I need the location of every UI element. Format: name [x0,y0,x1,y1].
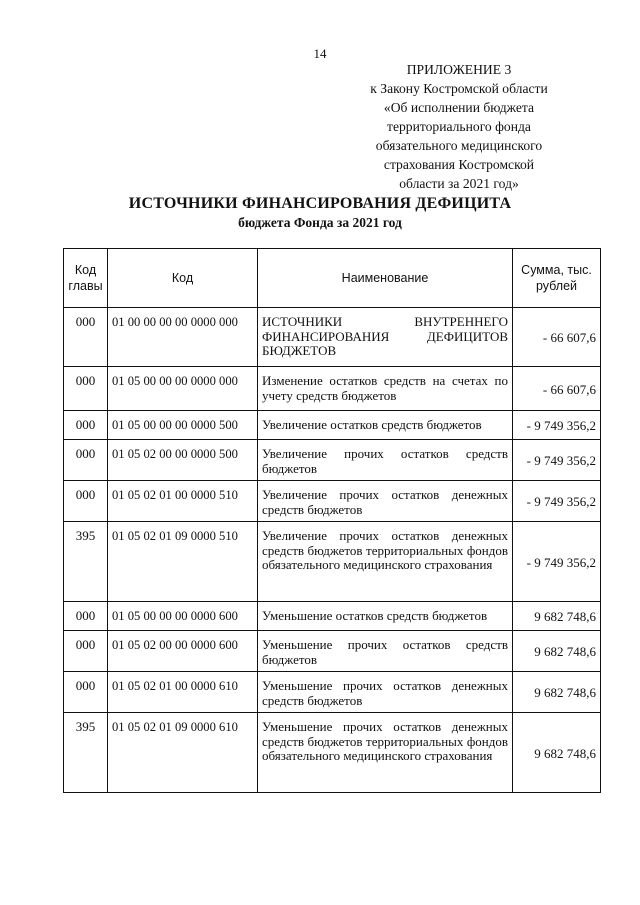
cell-kod: 01 05 02 01 00 0000 510 [108,481,258,522]
cell-kod-glavy: 000 [64,411,108,440]
cell-kod: 01 05 02 00 00 0000 600 [108,631,258,672]
appendix-block [340,60,578,193]
financing-sources-table [63,248,601,793]
cell-sum: 9 682 748,6 [513,672,601,713]
appendix-line: «Об исполнении бюджета [383,100,535,115]
document-subtitle: бюджета Фонда за 2021 год [238,215,402,230]
table-row [64,672,601,713]
cell-kod-glavy: 395 [64,713,108,793]
document-title: ИСТОЧНИКИ ФИНАНСИРОВАНИЯ ДЕФИЦИТА [128,195,512,212]
appendix-line: страхования Костромской [383,157,535,172]
cell-name: Увеличение прочих остатков средств бюджетов [258,440,513,481]
cell-sum: - 9 749 356,2 [513,481,601,522]
cell-kod: 01 05 02 01 09 0000 510 [108,522,258,602]
cell-kod-glavy: 000 [64,308,108,367]
cell-name: Уменьшение прочих остатков денежных средств бюджетов территориальных фондов обязательного медицинского страхования [258,713,513,793]
cell-name: Изменение остатков средств на счетах по учету средств бюджетов [258,367,513,411]
table-row [64,481,601,522]
appendix-line: ПРИЛОЖЕНИЕ 3 [406,62,512,77]
cell-name: Уменьшение остатков средств бюджетов [258,602,513,631]
header-name: Наименование [258,249,513,308]
cell-kod: 01 05 02 01 09 0000 610 [108,713,258,793]
cell-name: Уменьшение прочих остатков средств бюджетов [258,631,513,672]
header-kod: Код [108,249,258,308]
cell-sum: 9 682 748,6 [513,602,601,631]
cell-kod-glavy: 395 [64,522,108,602]
cell-sum: - 9 749 356,2 [513,522,601,602]
cell-sum: 9 682 748,6 [513,713,601,793]
cell-name: Увеличение остатков средств бюджетов [258,411,513,440]
cell-kod: 01 05 02 00 00 0000 500 [108,440,258,481]
cell-kod-glavy: 000 [64,367,108,411]
table-row [64,367,601,411]
cell-sum: - 9 749 356,2 [513,411,601,440]
cell-name: ИСТОЧНИКИ ВНУТРЕННЕГО ФИНАНСИРОВАНИЯ ДЕФИЦИТОВ БЮДЖЕТОВ [258,308,513,367]
appendix-line: к Закону Костромской области [370,81,548,96]
table-row [64,440,601,481]
table-row [64,308,601,367]
cell-kod: 01 05 00 00 00 0000 000 [108,367,258,411]
appendix-line: территориального фонда [387,119,531,134]
cell-kod-glavy: 000 [64,602,108,631]
cell-sum: 9 682 748,6 [513,631,601,672]
cell-kod: 01 00 00 00 00 0000 000 [108,308,258,367]
cell-kod-glavy: 000 [64,672,108,713]
cell-kod: 01 05 00 00 00 0000 500 [108,411,258,440]
cell-sum: - 9 749 356,2 [513,440,601,481]
table-row [64,631,601,672]
cell-kod: 01 05 02 01 00 0000 610 [108,672,258,713]
table-row [64,602,601,631]
appendix-line: обязательного медицинского [375,138,543,153]
cell-name: Увеличение прочих остатков денежных средств бюджетов [258,481,513,522]
cell-name: Увеличение прочих остатков денежных средств бюджетов территориальных фондов обязательного медицинского страхования [258,522,513,602]
cell-kod-glavy: 000 [64,481,108,522]
table-header-row [64,249,601,308]
cell-sum: - 66 607,6 [513,367,601,411]
cell-kod: 01 05 00 00 00 0000 600 [108,602,258,631]
table-row [64,713,601,793]
table-row [64,411,601,440]
cell-name: Уменьшение прочих остатков денежных средств бюджетов [258,672,513,713]
page-number: 14 [313,46,327,61]
cell-sum: - 66 607,6 [513,308,601,367]
header-sum: Сумма, тыс. рублей [513,249,601,308]
table-row [64,522,601,602]
cell-kod-glavy: 000 [64,631,108,672]
cell-kod-glavy: 000 [64,440,108,481]
appendix-line: области за 2021 год» [399,176,519,191]
header-kod-glavy: Код главы [64,249,108,308]
